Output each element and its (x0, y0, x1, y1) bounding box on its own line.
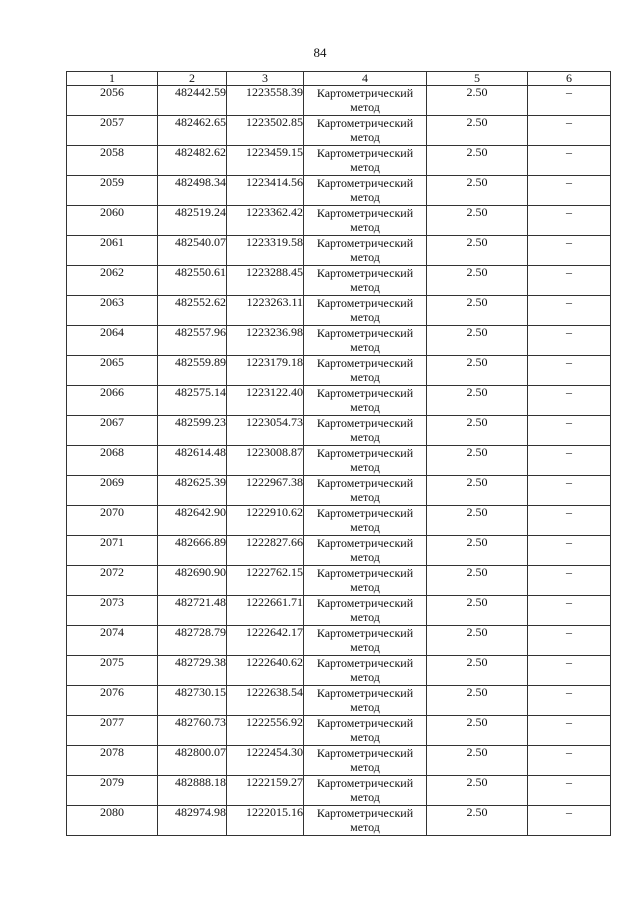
y-coordinate-cell: 1223414.56 (227, 176, 304, 206)
method-text: метод (350, 250, 380, 264)
accuracy-cell: 2.50 (427, 206, 528, 236)
note-cell: – (528, 626, 611, 656)
point-number-cell: 2069 (67, 476, 158, 506)
method-cell (304, 716, 427, 746)
point-number-cell: 2070 (67, 506, 158, 536)
coordinates-table (66, 71, 611, 836)
accuracy-cell: 2.50 (427, 776, 528, 806)
method-cell (304, 776, 427, 806)
column-header: 5 (427, 72, 528, 86)
table-row (67, 506, 611, 536)
accuracy-cell: 2.50 (427, 536, 528, 566)
method-cell (304, 206, 427, 236)
y-coordinate-cell: 1223236.98 (227, 326, 304, 356)
method-text: Картометрический (316, 596, 414, 610)
table-row (67, 566, 611, 596)
y-coordinate-cell: 1223122.40 (227, 386, 304, 416)
accuracy-cell: 2.50 (427, 656, 528, 686)
point-number-cell: 2059 (67, 176, 158, 206)
x-coordinate-cell: 482800.07 (158, 746, 227, 776)
table-row (67, 716, 611, 746)
table-row (67, 356, 611, 386)
x-coordinate-cell: 482974.98 (158, 806, 227, 836)
x-coordinate-cell: 482599.23 (158, 416, 227, 446)
table-row (67, 326, 611, 356)
note-cell: – (528, 146, 611, 176)
method-text: Картометрический (316, 566, 414, 580)
point-number-cell: 2071 (67, 536, 158, 566)
method-text: Картометрический (316, 356, 414, 370)
method-cell (304, 806, 427, 836)
x-coordinate-cell: 482614.48 (158, 446, 227, 476)
accuracy-cell: 2.50 (427, 596, 528, 626)
method-text: Картометрический (316, 656, 414, 670)
method-cell (304, 746, 427, 776)
x-coordinate-cell: 482552.62 (158, 296, 227, 326)
table-row (67, 86, 611, 116)
table-row (67, 476, 611, 506)
method-text: метод (350, 520, 380, 534)
method-text: метод (350, 790, 380, 804)
table-row (67, 236, 611, 266)
note-cell: – (528, 356, 611, 386)
method-text: метод (350, 580, 380, 594)
x-coordinate-cell: 482730.15 (158, 686, 227, 716)
table-row (67, 116, 611, 146)
point-number-cell: 2065 (67, 356, 158, 386)
note-cell: – (528, 236, 611, 266)
method-cell (304, 356, 427, 386)
y-coordinate-cell: 1223459.15 (227, 146, 304, 176)
accuracy-cell: 2.50 (427, 296, 528, 326)
note-cell: – (528, 596, 611, 626)
method-text: метод (350, 400, 380, 414)
method-text: метод (350, 430, 380, 444)
y-coordinate-cell: 1222967.38 (227, 476, 304, 506)
accuracy-cell: 2.50 (427, 806, 528, 836)
point-number-cell: 2061 (67, 236, 158, 266)
method-cell (304, 596, 427, 626)
x-coordinate-cell: 482540.07 (158, 236, 227, 266)
y-coordinate-cell: 1222910.62 (227, 506, 304, 536)
point-number-cell: 2079 (67, 776, 158, 806)
note-cell: – (528, 116, 611, 146)
method-text: метод (350, 610, 380, 624)
column-header: 4 (304, 72, 427, 86)
note-cell: – (528, 506, 611, 536)
table-row (67, 776, 611, 806)
note-cell: – (528, 776, 611, 806)
note-cell: – (528, 176, 611, 206)
accuracy-cell: 2.50 (427, 266, 528, 296)
accuracy-cell: 2.50 (427, 86, 528, 116)
point-number-cell: 2063 (67, 296, 158, 326)
method-text: метод (350, 220, 380, 234)
method-text: Картометрический (316, 266, 414, 280)
method-text: метод (350, 640, 380, 654)
method-cell (304, 416, 427, 446)
note-cell: – (528, 86, 611, 116)
note-cell: – (528, 206, 611, 236)
method-text: метод (350, 160, 380, 174)
table-row (67, 686, 611, 716)
table-row (67, 176, 611, 206)
point-number-cell: 2064 (67, 326, 158, 356)
method-text: метод (350, 280, 380, 294)
y-coordinate-cell: 1222762.15 (227, 566, 304, 596)
table-row (67, 656, 611, 686)
method-text: Картометрический (316, 386, 414, 400)
table-row (67, 536, 611, 566)
point-number-cell: 2062 (67, 266, 158, 296)
x-coordinate-cell: 482498.34 (158, 176, 227, 206)
x-coordinate-cell: 482666.89 (158, 536, 227, 566)
note-cell: – (528, 746, 611, 776)
method-cell (304, 266, 427, 296)
x-coordinate-cell: 482728.79 (158, 626, 227, 656)
point-number-cell: 2056 (67, 86, 158, 116)
method-text: метод (350, 820, 380, 834)
page-number: 84 (313, 45, 327, 60)
accuracy-cell: 2.50 (427, 356, 528, 386)
table-row (67, 596, 611, 626)
x-coordinate-cell: 482462.65 (158, 116, 227, 146)
method-text: Картометрический (316, 506, 414, 520)
y-coordinate-cell: 1223008.87 (227, 446, 304, 476)
y-coordinate-cell: 1222159.27 (227, 776, 304, 806)
point-number-cell: 2060 (67, 206, 158, 236)
point-number-cell: 2067 (67, 416, 158, 446)
y-coordinate-cell: 1223263.11 (227, 296, 304, 326)
point-number-cell: 2073 (67, 596, 158, 626)
method-text: метод (350, 700, 380, 714)
method-cell (304, 626, 427, 656)
method-text: Картометрический (316, 146, 414, 160)
x-coordinate-cell: 482557.96 (158, 326, 227, 356)
column-header: 1 (67, 72, 158, 86)
x-coordinate-cell: 482888.18 (158, 776, 227, 806)
accuracy-cell: 2.50 (427, 686, 528, 716)
method-text: Картометрический (316, 416, 414, 430)
y-coordinate-cell: 1222661.71 (227, 596, 304, 626)
method-text: Картометрический (316, 536, 414, 550)
point-number-cell: 2080 (67, 806, 158, 836)
accuracy-cell: 2.50 (427, 446, 528, 476)
method-cell (304, 296, 427, 326)
table-row (67, 266, 611, 296)
x-coordinate-cell: 482575.14 (158, 386, 227, 416)
method-cell (304, 476, 427, 506)
note-cell: – (528, 416, 611, 446)
method-cell (304, 446, 427, 476)
method-cell (304, 686, 427, 716)
table-row (67, 146, 611, 176)
method-cell (304, 656, 427, 686)
x-coordinate-cell: 482442.59 (158, 86, 227, 116)
y-coordinate-cell: 1223362.42 (227, 206, 304, 236)
header-row (67, 72, 611, 86)
method-text: метод (350, 550, 380, 564)
y-coordinate-cell: 1222015.16 (227, 806, 304, 836)
accuracy-cell: 2.50 (427, 236, 528, 266)
note-cell: – (528, 656, 611, 686)
note-cell: – (528, 716, 611, 746)
method-text: метод (350, 100, 380, 114)
point-number-cell: 2076 (67, 686, 158, 716)
method-cell (304, 326, 427, 356)
point-number-cell: 2074 (67, 626, 158, 656)
note-cell: – (528, 566, 611, 596)
table-row (67, 206, 611, 236)
accuracy-cell: 2.50 (427, 506, 528, 536)
y-coordinate-cell: 1222827.66 (227, 536, 304, 566)
note-cell: – (528, 326, 611, 356)
y-coordinate-cell: 1222638.54 (227, 686, 304, 716)
accuracy-cell: 2.50 (427, 386, 528, 416)
x-coordinate-cell: 482760.73 (158, 716, 227, 746)
accuracy-cell: 2.50 (427, 566, 528, 596)
y-coordinate-cell: 1222642.17 (227, 626, 304, 656)
x-coordinate-cell: 482729.38 (158, 656, 227, 686)
accuracy-cell: 2.50 (427, 626, 528, 656)
method-text: метод (350, 730, 380, 744)
table-row (67, 416, 611, 446)
table-row (67, 806, 611, 836)
accuracy-cell: 2.50 (427, 326, 528, 356)
accuracy-cell: 2.50 (427, 146, 528, 176)
method-text: метод (350, 340, 380, 354)
column-header: 3 (227, 72, 304, 86)
note-cell: – (528, 806, 611, 836)
method-text: Картометрический (316, 206, 414, 220)
accuracy-cell: 2.50 (427, 716, 528, 746)
accuracy-cell: 2.50 (427, 416, 528, 446)
column-header: 6 (528, 72, 611, 86)
method-text: метод (350, 130, 380, 144)
y-coordinate-cell: 1223179.18 (227, 356, 304, 386)
column-header: 2 (158, 72, 227, 86)
method-text: Картометрический (316, 776, 414, 790)
note-cell: – (528, 266, 611, 296)
x-coordinate-cell: 482625.39 (158, 476, 227, 506)
table-row (67, 746, 611, 776)
method-cell (304, 536, 427, 566)
method-text: Картометрический (316, 326, 414, 340)
method-text: метод (350, 670, 380, 684)
x-coordinate-cell: 482721.48 (158, 596, 227, 626)
table-row (67, 446, 611, 476)
method-text: метод (350, 460, 380, 474)
point-number-cell: 2075 (67, 656, 158, 686)
method-text: метод (350, 190, 380, 204)
method-text: Картометрический (316, 176, 414, 190)
method-cell (304, 146, 427, 176)
method-text: Картометрический (316, 746, 414, 760)
y-coordinate-cell: 1222640.62 (227, 656, 304, 686)
accuracy-cell: 2.50 (427, 746, 528, 776)
note-cell: – (528, 296, 611, 326)
method-cell (304, 86, 427, 116)
point-number-cell: 2077 (67, 716, 158, 746)
x-coordinate-cell: 482690.90 (158, 566, 227, 596)
note-cell: – (528, 446, 611, 476)
note-cell: – (528, 536, 611, 566)
point-number-cell: 2066 (67, 386, 158, 416)
method-text: Картометрический (316, 116, 414, 130)
x-coordinate-cell: 482482.62 (158, 146, 227, 176)
method-text: Картометрический (316, 476, 414, 490)
accuracy-cell: 2.50 (427, 476, 528, 506)
point-number-cell: 2058 (67, 146, 158, 176)
method-cell (304, 176, 427, 206)
table-row (67, 296, 611, 326)
x-coordinate-cell: 482519.24 (158, 206, 227, 236)
y-coordinate-cell: 1223319.58 (227, 236, 304, 266)
y-coordinate-cell: 1223054.73 (227, 416, 304, 446)
method-text: метод (350, 370, 380, 384)
method-cell (304, 236, 427, 266)
method-text: Картометрический (316, 806, 414, 820)
method-text: метод (350, 310, 380, 324)
method-text: Картометрический (316, 686, 414, 700)
method-cell (304, 506, 427, 536)
note-cell: – (528, 476, 611, 506)
method-text: Картометрический (316, 236, 414, 250)
note-cell: – (528, 386, 611, 416)
accuracy-cell: 2.50 (427, 176, 528, 206)
method-text: метод (350, 490, 380, 504)
y-coordinate-cell: 1223558.39 (227, 86, 304, 116)
accuracy-cell: 2.50 (427, 116, 528, 146)
method-cell (304, 116, 427, 146)
method-text: Картометрический (316, 626, 414, 640)
y-coordinate-cell: 1222454.30 (227, 746, 304, 776)
y-coordinate-cell: 1223288.45 (227, 266, 304, 296)
y-coordinate-cell: 1223502.85 (227, 116, 304, 146)
point-number-cell: 2068 (67, 446, 158, 476)
x-coordinate-cell: 482642.90 (158, 506, 227, 536)
table-row (67, 626, 611, 656)
method-text: Картометрический (316, 296, 414, 310)
point-number-cell: 2057 (67, 116, 158, 146)
point-number-cell: 2072 (67, 566, 158, 596)
method-text: Картометрический (316, 446, 414, 460)
x-coordinate-cell: 482559.89 (158, 356, 227, 386)
method-text: метод (350, 760, 380, 774)
point-number-cell: 2078 (67, 746, 158, 776)
table-row (67, 386, 611, 416)
method-text: Картометрический (316, 86, 414, 100)
method-text: Картометрический (316, 716, 414, 730)
method-cell (304, 566, 427, 596)
y-coordinate-cell: 1222556.92 (227, 716, 304, 746)
note-cell: – (528, 686, 611, 716)
x-coordinate-cell: 482550.61 (158, 266, 227, 296)
method-cell (304, 386, 427, 416)
